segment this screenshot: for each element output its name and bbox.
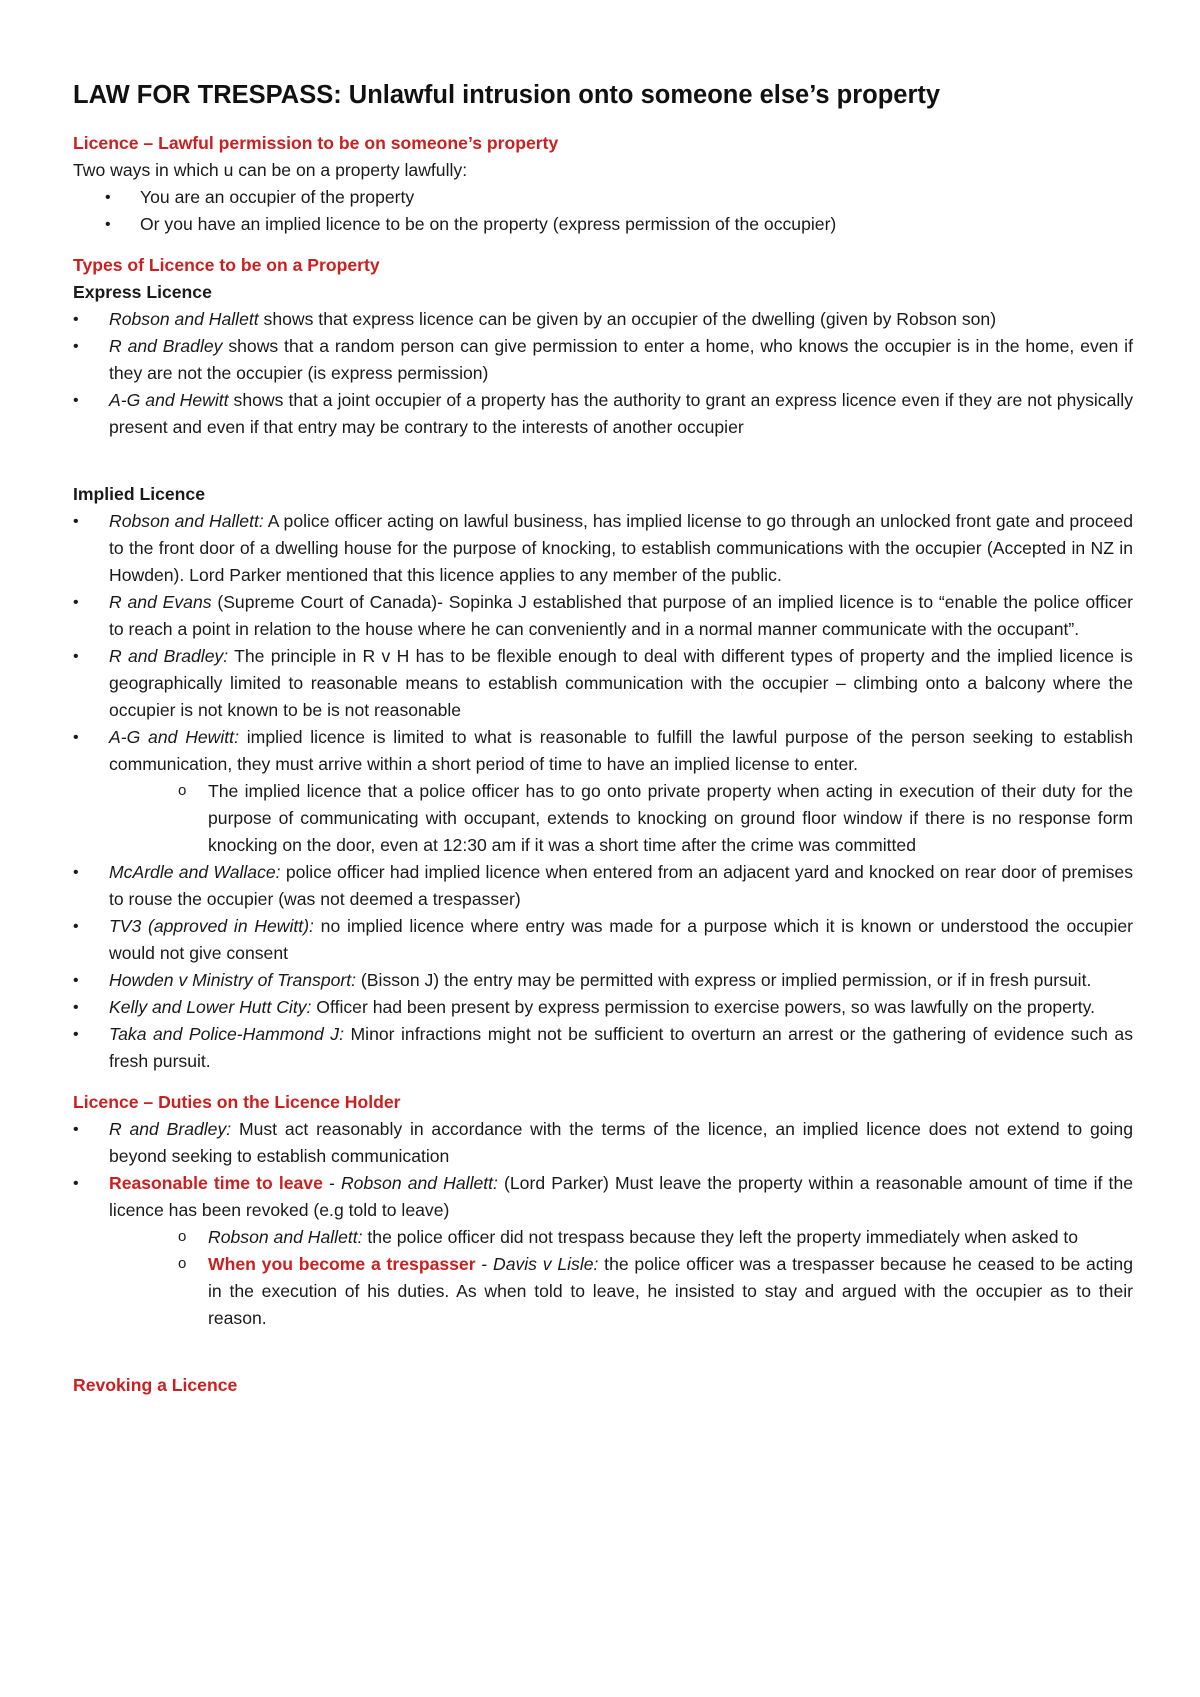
case-text: Officer had been present by express permission to exercise powers, so was lawfully on the property. — [311, 997, 1096, 1017]
duties-heading: Licence – Duties on the Licence Holder — [73, 1092, 401, 1112]
case-name: McArdle and Wallace: — [109, 862, 281, 882]
list-item — [73, 913, 1133, 967]
licence-heading: Licence – Lawful permission to be on someone’s property — [73, 133, 559, 153]
case-text: The principle in R v H has to be flexible enough to deal with different types of property and the implied licence is geographically limited to reasonable means to establish communication with the occupier – climbing onto a balcony where the occupier is not known to be is not reasonable — [109, 646, 1133, 720]
list-item — [73, 724, 1133, 778]
case-text: shows that a random person can give permission to enter a home, who knows the occupier is in the home, even if they are not the occupier (is express permission) — [109, 336, 1133, 383]
case-name: Howden v Ministry of Transport: — [109, 970, 357, 990]
case-name: R and Bradley: — [109, 646, 229, 666]
express-list — [73, 306, 1133, 441]
case-text: (Supreme Court of Canada)- Sopinka J established that purpose of an implied licence is to “enable the police officer to reach a point in relation to the house where he can conveniently and in a normal manner communicate with the occupant”. — [109, 592, 1133, 639]
list-item: • You are an occupier of the property — [73, 184, 1133, 211]
list-item — [73, 1116, 1133, 1170]
case-name: A-G and Hewitt: — [109, 727, 239, 747]
case-text: police officer had implied licence when entered from an adjacent yard and knocked on rear door of premises to rouse the occupier (was not deemed a trespasser) — [109, 862, 1133, 909]
licence-intro: Two ways in which u can be on a property lawfully: — [73, 160, 468, 180]
case-text: shows that a joint occupier of a property has the authority to grant an express licence even if they are not physically present and even if that entry may be contrary to the interests of another occupier — [109, 390, 1133, 437]
list-item — [73, 994, 1133, 1021]
case-name: R and Bradley — [109, 336, 223, 356]
highlight-label: Reasonable time to leave — [109, 1173, 323, 1193]
case-text: Minor infractions might not be sufficient to overturn an arrest or the gathering of evidence such as fresh pursuit. — [109, 1024, 1133, 1071]
case-text: shows that express licence can be given by an occupier of the dwelling (given by Robson son) — [258, 309, 997, 329]
case-name: R and Evans — [109, 592, 212, 612]
list-item — [73, 1021, 1133, 1075]
list-item — [73, 306, 1133, 333]
case-text: no implied licence where entry was made for a purpose which it is known or understood the occupier would not give consent — [109, 916, 1134, 963]
document-content — [73, 78, 1133, 1399]
case-name: Robson and Hallett: — [208, 1227, 363, 1247]
sub-list-item — [73, 1251, 1133, 1332]
list-item — [73, 508, 1133, 589]
case-name: A-G and Hewitt — [109, 390, 229, 410]
dash: - — [475, 1254, 493, 1274]
list-item — [73, 1170, 1133, 1224]
case-text: implied licence is limited to what is reasonable to fulfill the lawful purpose of the person seeking to establish communication, they must arrive within a short period of time to have an implied license to enter. — [109, 727, 1133, 774]
case-text: (Lord Parker) Must leave the property within a reasonable amount of time if the licence has been revoked (e.g told to leave) — [109, 1173, 1134, 1220]
list-item — [73, 859, 1133, 913]
list-item — [73, 967, 1133, 994]
case-text: (Bisson J) the entry may be permitted with express or implied permission, or if in fresh pursuit. — [356, 970, 1092, 990]
sub-list-item — [73, 1224, 1133, 1251]
case-name: Robson and Hallett: — [340, 1173, 498, 1193]
case-text: the police officer did not trespass because they left the property immediately when asked to — [362, 1227, 1079, 1247]
case-text: A police officer acting on lawful business, has implied license to go through an unlocked front gate and proceed to the front door of a dwelling house for the purpose of knocking, to establish communications with the occupier (Accepted in NZ in Howden). Lord Parker mentioned that this licence applies to any member of the public. — [109, 511, 1133, 585]
list-item — [73, 333, 1133, 387]
list-item — [73, 643, 1133, 724]
case-name: Kelly and Lower Hutt City: — [109, 997, 312, 1017]
implied-heading: Implied Licence — [73, 484, 205, 504]
list-item — [73, 589, 1133, 643]
sub-list-item: o The implied licence that a police officer has to go onto private property when acting in execution of their duty for the purpose of communicating with occupant, extends to knocking on ground floor window if there is no response form knocking on the door, even at 12:30 am if it was a short time after the crime was committed — [73, 778, 1133, 859]
page-title: LAW FOR TRESPASS: Unlawful intrusion onto someone else’s property — [73, 81, 941, 109]
highlight-label: When you become a trespasser — [208, 1254, 476, 1274]
types-heading: Types of Licence to be on a Property — [73, 255, 380, 275]
implied-list — [73, 508, 1133, 1075]
case-name: Taka and Police-Hammond J: — [109, 1024, 344, 1044]
dash: - — [322, 1173, 341, 1193]
licence-list — [73, 184, 1133, 238]
list-item: • Or you have an implied licence to be on the property (express permission of the occupier) — [73, 211, 1133, 238]
case-name: R and Bradley: — [109, 1119, 232, 1139]
case-text: the police officer was a trespasser because he ceased to be acting in the execution of his duties. As when told to leave, he insisted to stay and argued with the occupier as to their reason. — [208, 1254, 1133, 1328]
revoking-heading: Revoking a Licence — [73, 1375, 238, 1395]
case-name: Robson and Hallett: — [109, 511, 264, 531]
case-text: Must act reasonably in accordance with the terms of the licence, an implied licence does not extend to going beyond seeking to establish communication — [109, 1119, 1133, 1166]
list-item — [73, 387, 1133, 441]
case-name: TV3 (approved in Hewitt): — [109, 916, 314, 936]
case-name: Robson and Hallett — [109, 309, 259, 329]
duties-list — [73, 1116, 1133, 1332]
case-name: Davis v Lisle: — [492, 1254, 599, 1274]
express-heading: Express Licence — [73, 282, 212, 302]
